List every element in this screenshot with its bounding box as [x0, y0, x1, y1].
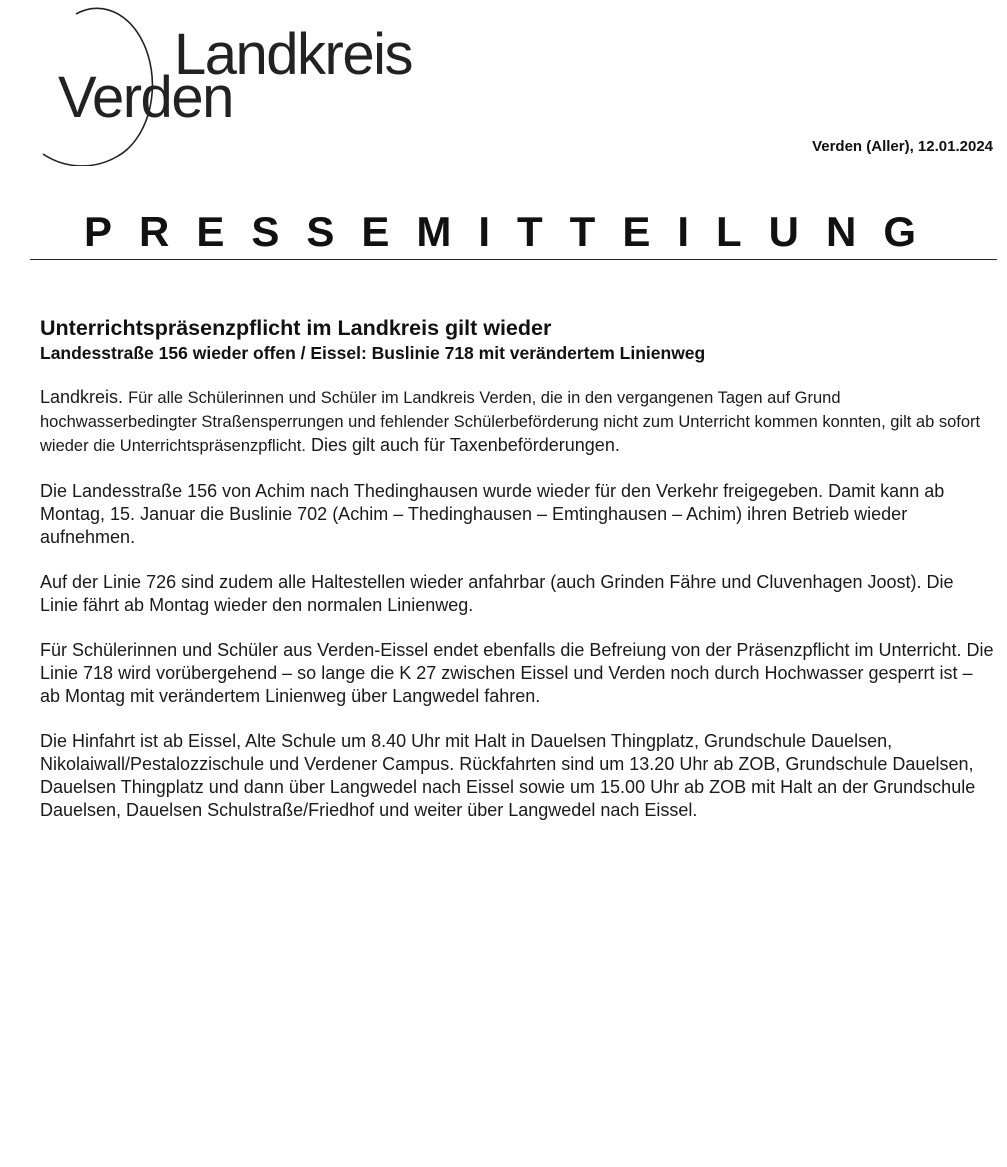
paragraph-5: Die Hinfahrt ist ab Eissel, Alte Schule um 8.40 Uhr mit Halt in Dauelsen Thingplatz, Grundschule Dauelsen, Nikolaiwall/Pestalozzischule und Verdener Campus. Rückfahrten sind um 13.20 Uhr ab ZOB, Grundschule Dauelsen, Dauelsen Thingplatz und dann über Langwedel nach Eissel sowie um 15.00 Uhr ab ZOB mit Halt an der Grundschule Dauelsen, Dauelsen Schulstraße/Friedhof und weiter über Langwedel nach Eissel. [40, 731, 976, 820]
title-divider [30, 259, 997, 260]
logo-text-landkreis: Landkreis [174, 22, 412, 87]
paragraph-1-body: Für alle Schülerinnen und Schüler im Landkreis Verden, die in den vergangenen Tagen auf Grund hochwasserbedingter Straßensperrungen und fehlender Schülerbeförderung nicht zum Unterricht kommen konnten, gilt ab sofort wieder die Unterrichtspräsenzpflicht. [40, 389, 981, 455]
paragraph-1-lead: Landkreis. [40, 387, 124, 407]
paragraph-1-tail: Dies gilt auch für Taxenbeförderungen. [310, 435, 620, 455]
dateline: Verden (Aller), 12.01.2024 [812, 138, 993, 155]
paragraph-1 [40, 386, 995, 458]
paragraph-3: Auf der Linie 726 sind zudem alle Haltestellen wieder anfahrbar (auch Grinden Fähre und Cluvenhagen Joost). Die Linie fährt ab Montag wieder den normalen Linienweg. [40, 572, 954, 615]
logo-text-verden: Verden [58, 65, 233, 130]
article-headline: Unterrichtspräsenzpflicht im Landkreis gilt wieder [40, 316, 552, 340]
press-release-title: PRESSEMITTEILUNG [83, 208, 944, 255]
article-body [40, 316, 995, 844]
article-subheadline: Landesstraße 156 wieder offen / Eissel: Buslinie 718 mit verändertem Linienweg [40, 343, 706, 363]
paragraph-4: Für Schülerinnen und Schüler aus Verden-Eissel endet ebenfalls die Befreiung von der Präsenzpflicht im Unterricht. Die Linie 718 wird vorübergehend – so lange die K 27 zwischen Eissel und Verden noch durch Hochwasser gesperrt ist – ab Montag mit verändertem Linienweg über Langwedel fahren. [40, 640, 994, 706]
landkreis-verden-logo [38, 6, 438, 166]
paragraph-2: Die Landesstraße 156 von Achim nach Thedinghausen wurde wieder für den Verkehr freigegeben. Damit kann ab Montag, 15. Januar die Buslinie 702 (Achim – Thedinghausen – Emtinghausen – Achim) ihren Betrieb wieder aufnehmen. [40, 481, 945, 547]
